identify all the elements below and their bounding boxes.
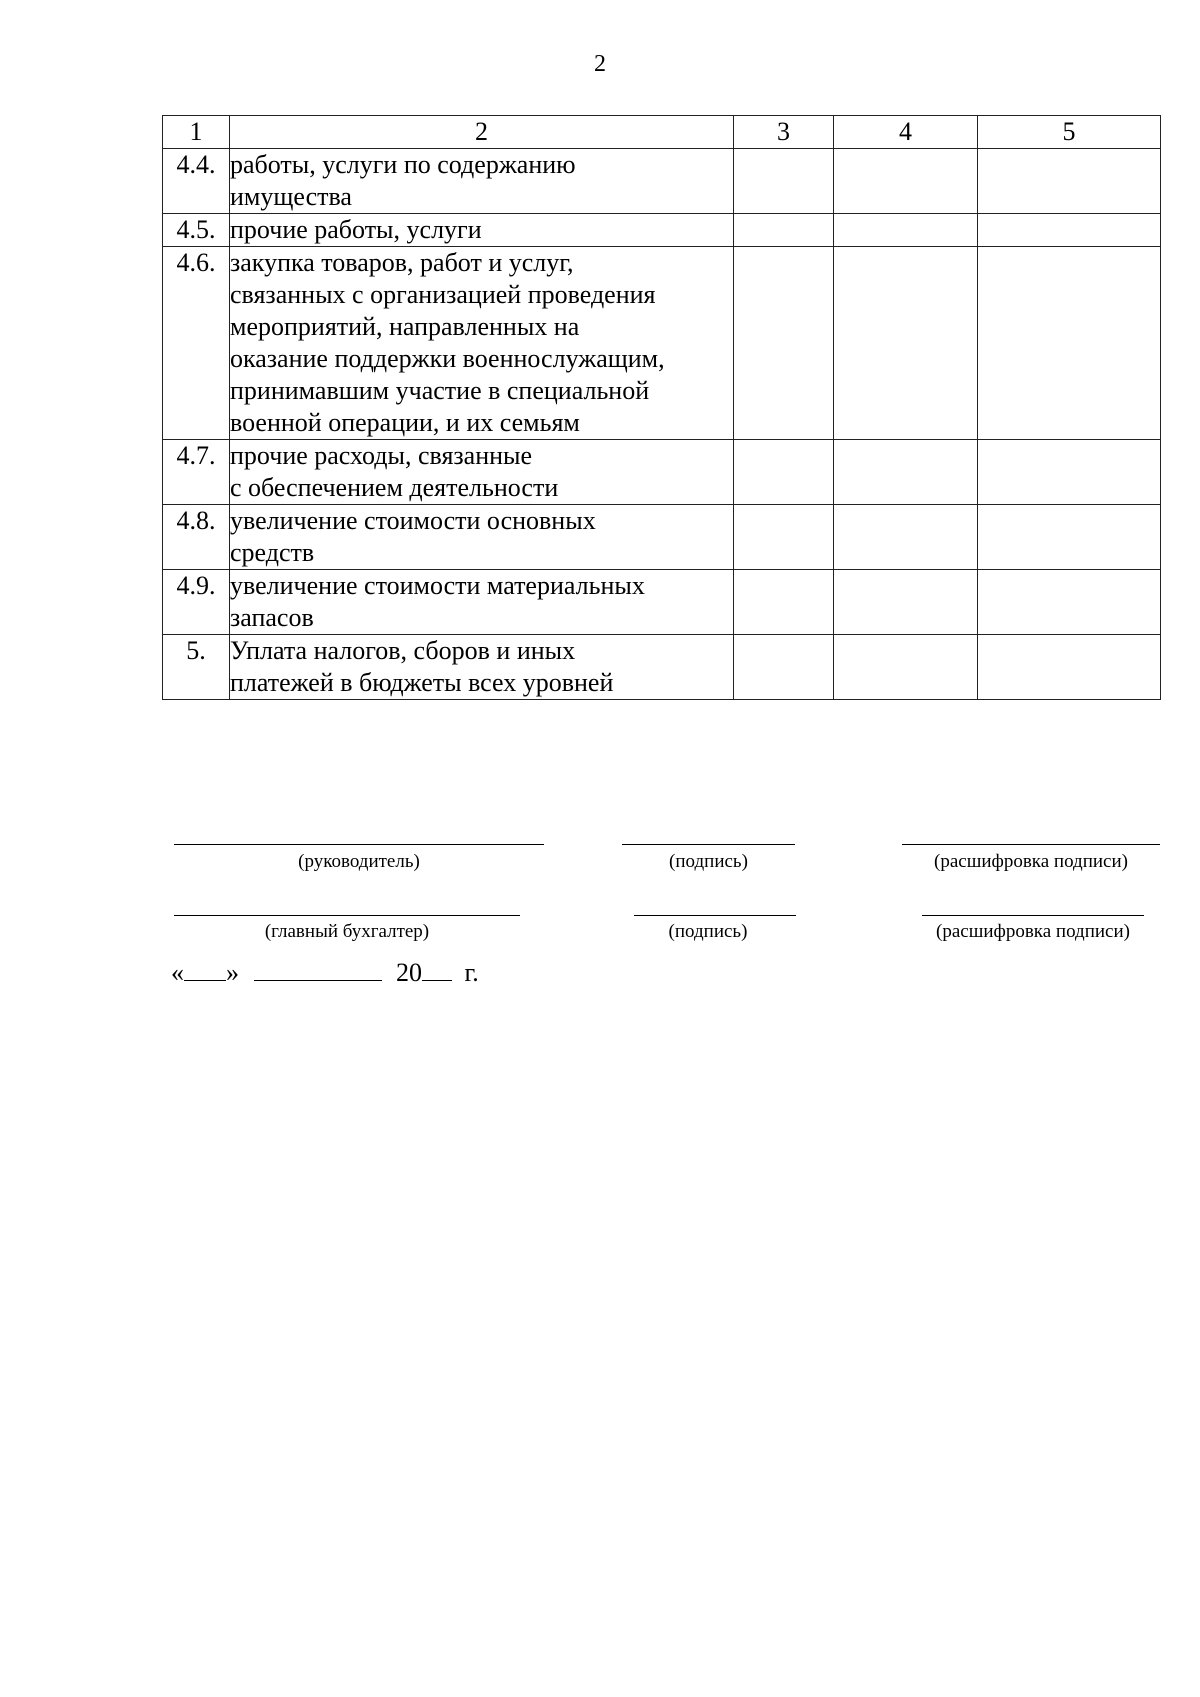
value-cell-5 [978,505,1161,570]
row-name: увеличение стоимости основных средств [230,505,734,570]
row-name: закупка товаров, работ и услуг, связанных с организацией проведения мероприятий, направленных на оказание поддержки военнослужащим, принимавшим участие в специальной военной операции, и их семьям [230,247,734,440]
date-line [171,960,479,986]
year-suffix: г. [464,958,479,987]
column-header-4: 4 [834,116,978,149]
accountant-caption: (главный бухгалтер) [264,921,430,942]
value-cell-5 [978,440,1161,505]
table-body [163,149,1161,700]
value-cell-4 [834,440,978,505]
row-number: 4.6. [163,247,230,440]
table-row [163,247,1161,440]
row-name: Уплата налогов, сборов и иных платежей в бюджеты всех уровней [230,635,734,700]
value-cell-4 [834,214,978,247]
head-signature-line [622,844,795,845]
column-header-1: 1 [163,116,230,149]
value-cell-3 [734,505,834,570]
row-number: 4.8. [163,505,230,570]
row-number: 4.5. [163,214,230,247]
value-cell-5 [978,570,1161,635]
row-number: 4.9. [163,570,230,635]
date-open-quote: « [171,958,184,987]
value-cell-3 [734,570,834,635]
year-prefix: 20 [396,958,422,987]
table-row [163,214,1161,247]
head-name-line [174,844,544,845]
page-number: 2 [594,51,606,77]
row-name: прочие работы, услуги [230,214,734,247]
head-signature-caption: (подпись) [669,851,748,872]
head-decode-caption: (расшифровка подписи) [934,851,1128,872]
table-row [163,635,1161,700]
value-cell-3 [734,635,834,700]
value-cell-3 [734,440,834,505]
accountant-signature-caption: (подпись) [668,921,748,942]
report-table [162,115,1161,700]
row-number: 5. [163,635,230,700]
column-header-2: 2 [230,116,734,149]
accountant-signature-line [634,915,796,916]
table-header-row [163,116,1161,149]
table-row [163,505,1161,570]
accountant-decode-caption: (расшифровка подписи) [936,921,1130,942]
value-cell-3 [734,149,834,214]
column-header-5: 5 [978,116,1161,149]
table-row [163,440,1161,505]
value-cell-5 [978,247,1161,440]
table-row [163,149,1161,214]
value-cell-4 [834,635,978,700]
day-blank [184,960,226,981]
month-blank [254,960,382,981]
value-cell-4 [834,247,978,440]
date-close-quote: » [226,958,239,987]
value-cell-4 [834,505,978,570]
value-cell-4 [834,149,978,214]
table-row [163,570,1161,635]
table-header [163,116,1161,149]
value-cell-3 [734,214,834,247]
row-name: увеличение стоимости материальных запасов [230,570,734,635]
row-name: прочие расходы, связанные с обеспечением деятельности [230,440,734,505]
column-header-3: 3 [734,116,834,149]
head-caption: (руководитель) [298,851,420,872]
value-cell-5 [978,214,1161,247]
accountant-decode-line [922,915,1144,916]
year-blank [422,960,452,981]
value-cell-5 [978,635,1161,700]
accountant-name-line [174,915,520,916]
head-decode-line [902,844,1160,845]
row-name: работы, услуги по содержанию имущества [230,149,734,214]
value-cell-5 [978,149,1161,214]
value-cell-4 [834,570,978,635]
value-cell-3 [734,247,834,440]
row-number: 4.7. [163,440,230,505]
row-number: 4.4. [163,149,230,214]
